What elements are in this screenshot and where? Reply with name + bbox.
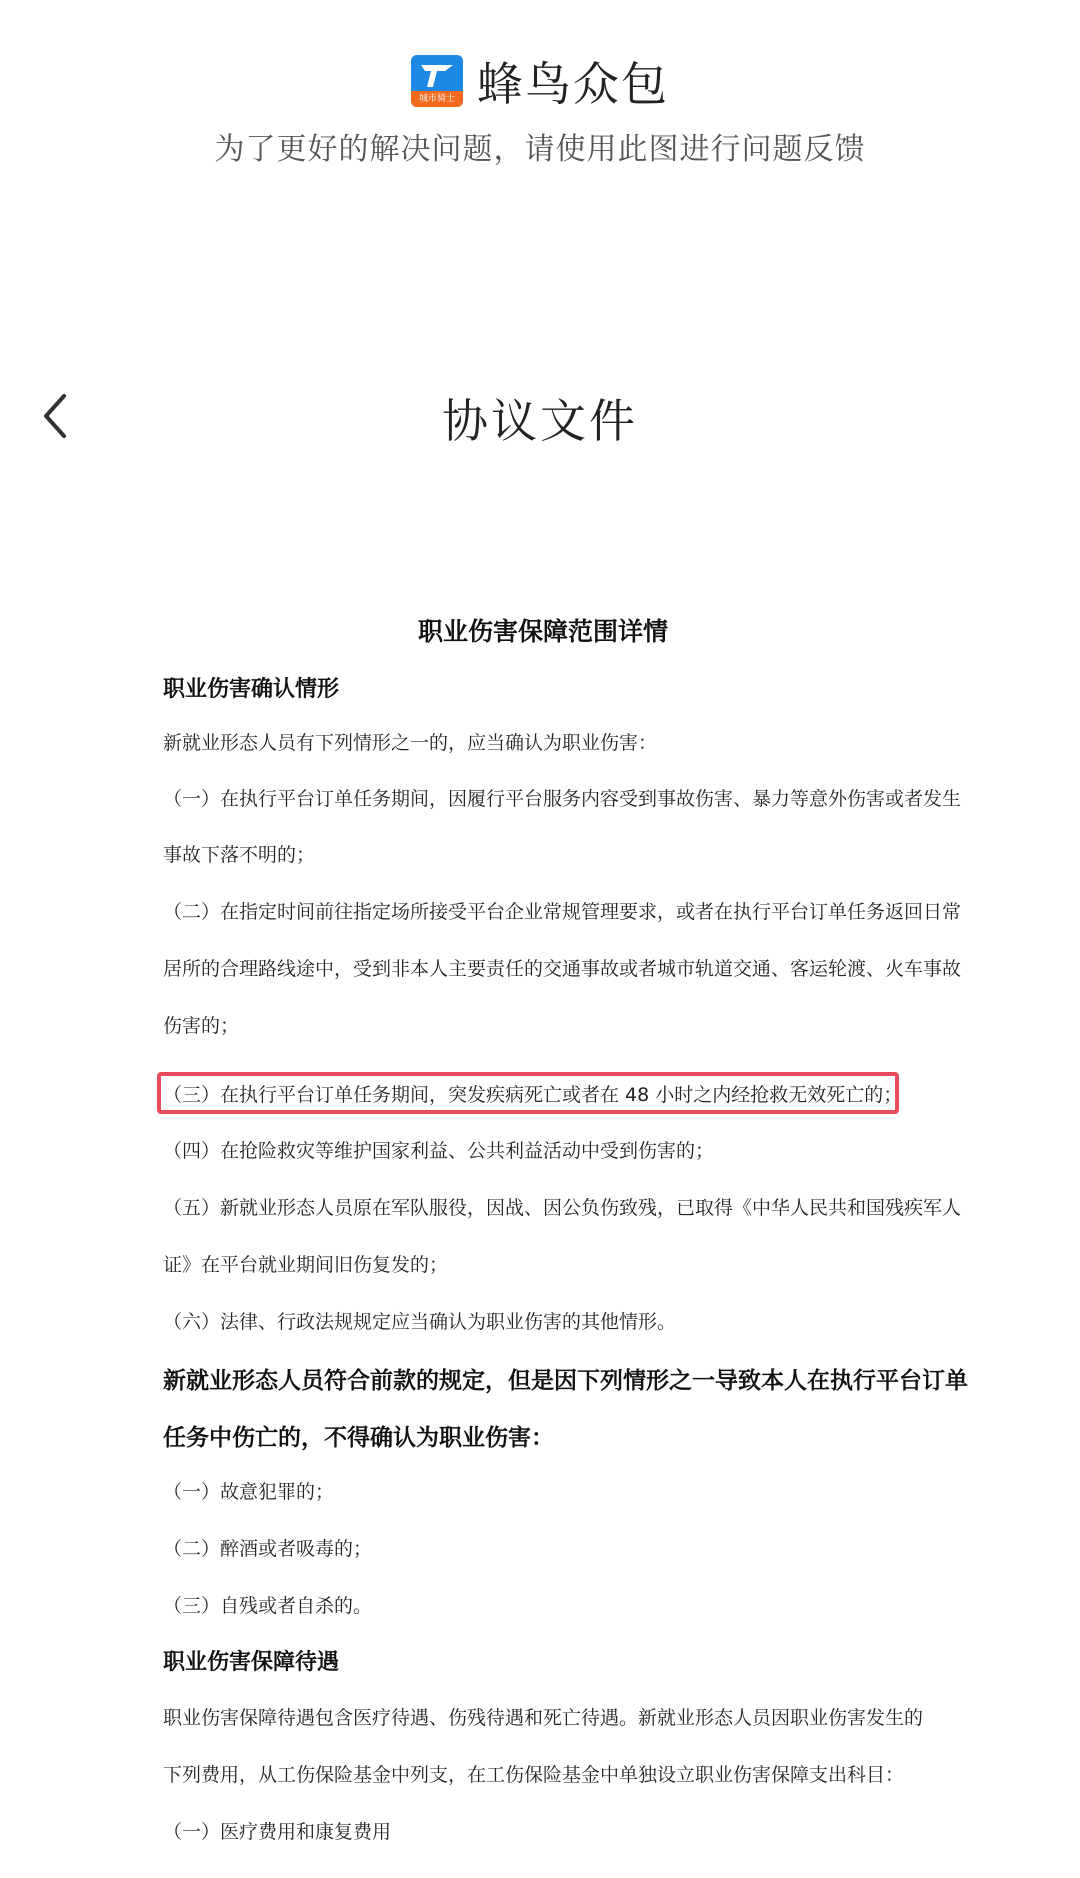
bold-paragraph-line: 新就业形态人员符合前款的规定，但是因下列情形之一导致本人在执行平台订单	[163, 1368, 968, 1394]
paragraph-line: 新就业形态人员有下列情形之一的，应当确认为职业伤害：	[163, 732, 658, 754]
paragraph-line: （一）在执行平台订单任务期间，因履行平台服务内容受到事故伤害、暴力等意外伤害或者发生	[163, 788, 962, 810]
paragraph-line: （四）在抢险救灾等维护国家利益、公共利益活动中受到伤害的；	[163, 1140, 715, 1162]
page-title: 协议文件	[442, 394, 638, 448]
paragraph-line: （六）法律、行政法规规定应当确认为职业伤害的其他情形。	[163, 1311, 677, 1333]
brand-name: 蜂鸟众包	[477, 57, 669, 111]
paragraph-line: （五）新就业形态人员原在军队服役，因战、因公负伤致残，已取得《中华人民共和国残疾军人	[163, 1197, 962, 1219]
paragraph-line: 居所的合理路线途中，受到非本人主要责任的交通事故或者城市轨道交通、客运轮渡、火车事故	[163, 958, 962, 980]
fengniao-logo-icon	[411, 55, 463, 107]
bold-paragraph-line: 任务中伤亡的，不得确认为职业伤害：	[163, 1425, 554, 1451]
paragraph-line: 证》在平台就业期间旧伤复发的；	[163, 1254, 449, 1276]
paragraph-line: 伤害的；	[163, 1015, 240, 1037]
highlighted-line: （三）在执行平台订单任务期间，突发疾病死亡或者在 48 小时之内经抢救无效死亡的；	[163, 1084, 903, 1106]
feedback-subtitle: 为了更好的解决问题，请使用此图进行问题反馈	[214, 132, 866, 167]
section-heading: 职业伤害保障待遇	[163, 1650, 340, 1675]
paragraph-line: （一）医疗费用和康复费用	[163, 1821, 392, 1843]
bird-icon	[419, 61, 455, 89]
paragraph-line: 事故下落不明的；	[163, 844, 316, 866]
paragraph-line: （二）醉酒或者吸毒的；	[163, 1538, 373, 1560]
section-heading: 职业伤害确认情形	[163, 677, 340, 702]
document-title: 职业伤害保障范围详情	[417, 617, 668, 646]
paragraph-line: （二）在指定时间前往指定场所接受平台企业常规管理要求，或者在执行平台订单任务返回日常	[163, 901, 962, 923]
logo-tag: 城市骑士	[411, 91, 463, 107]
paragraph-line: 下列费用，从工伤保险基金中列支，在工伤保险基金中单独设立职业伤害保障支出科目：	[163, 1764, 905, 1786]
paragraph-line: （三）自残或者自杀的。	[163, 1595, 373, 1617]
paragraph-line: （一）故意犯罪的；	[163, 1481, 335, 1503]
brand-header	[0, 48, 1080, 114]
paragraph-line: 职业伤害保障待遇包含医疗待遇、伤残待遇和死亡待遇。新就业形态人员因职业伤害发生的	[163, 1707, 924, 1729]
